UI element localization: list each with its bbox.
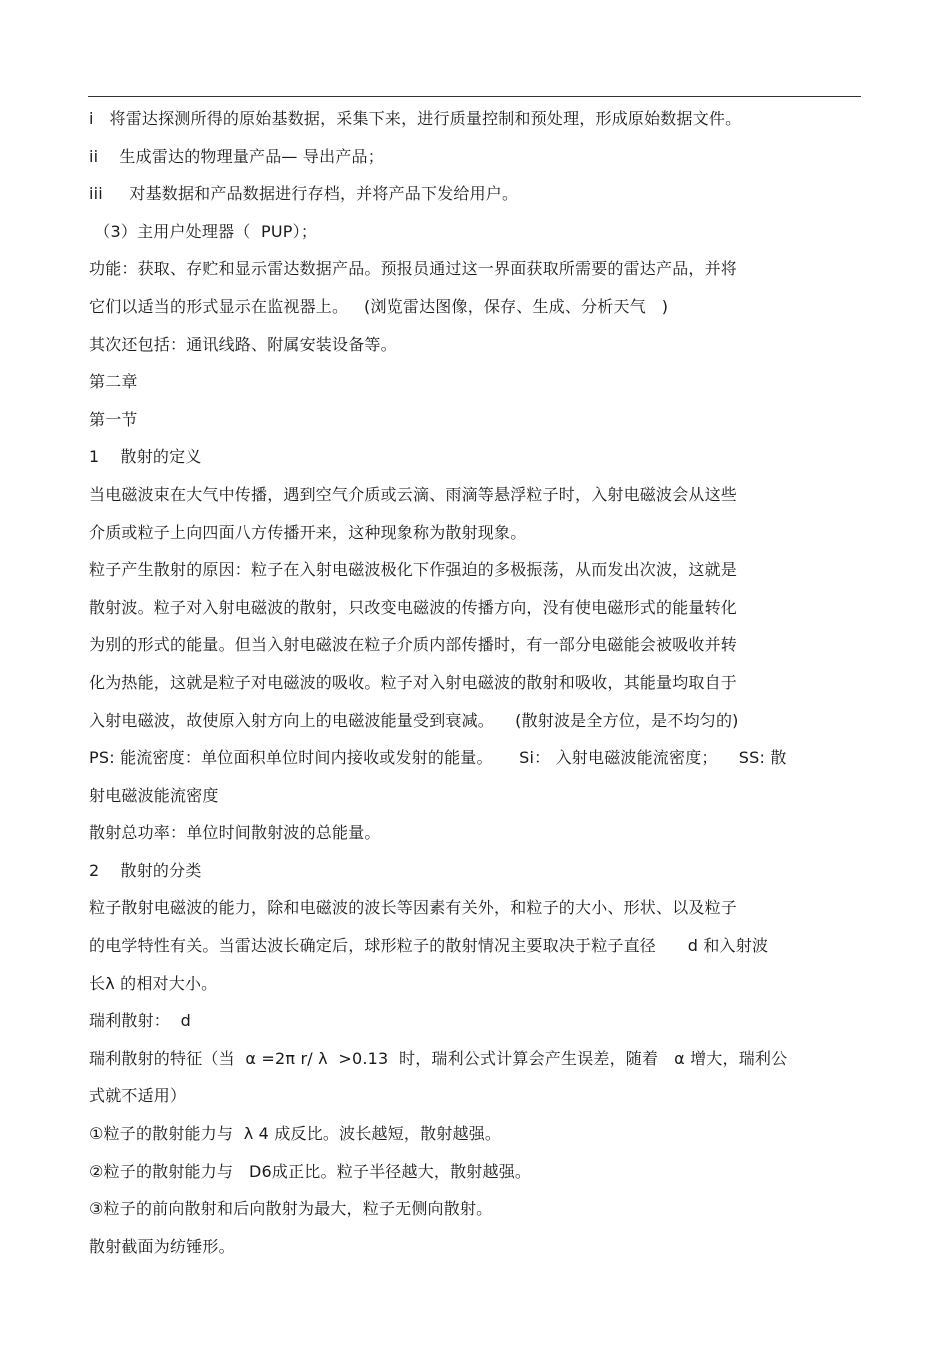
text-line-2: ii 生成雷达的物理量产品— 导出产品； (89, 146, 384, 166)
text-line-26: 瑞利散射的特征（当 α =2π r/ λ >0.13 时，瑞利公式计算会产生误差，随着 α 增大，瑞利公 (89, 1048, 788, 1068)
text-line-5: 功能：获取、存贮和显示雷达数据产品。预报员通过这一界面获取所需要的雷达产品，并将 (89, 259, 738, 279)
text-line-3: iii 对基数据和产品数据进行存档，并将产品下发给用户。 (89, 184, 519, 204)
text-line-23: 的电学特性有关。当雷达波长确定后，球形粒子的散射情况主要取决于粒子直径 d 和入射波 (89, 936, 769, 956)
section-heading: 第一节 (89, 409, 138, 429)
text-line-13: 粒子产生散射的原因：粒子在入射电磁波极化下作强迫的多极振荡，从而发出次波，这就是 (89, 560, 738, 580)
text-line-18: PS: 能流密度：单位面积单位时间内接收或发射的能量。 Si： 入射电磁波能流密度； SS: 散 (89, 748, 787, 768)
text-line-11: 当电磁波束在大气中传播，遇到空气介质或云滴、雨滴等悬浮粒子时，入射电磁波会从这些 (89, 484, 738, 504)
text-line-31: 散射截面为纺锤形。 (89, 1236, 235, 1256)
chapter-heading: 第二章 (89, 372, 138, 392)
list-item-3: ③粒子的前向散射和后向散射为最大，粒子无侧向散射。 (89, 1199, 493, 1219)
list-item-2: ②粒子的散射能力与 D6成正比。粒子半径越大，散射越强。 (89, 1161, 532, 1181)
subsection-heading-2: 2 散射的分类 (89, 860, 202, 880)
text-line-15: 为别的形式的能量。但当入射电磁波在粒子介质内部传播时，有一部分电磁能会被吸收并转 (89, 635, 738, 655)
text-line-20: 散射总功率：单位时间散射波的总能量。 (89, 823, 381, 843)
text-line-6: 它们以适当的形式显示在监视器上。 (浏览雷达图像，保存、生成、分析天气 ) (89, 296, 669, 316)
text-line-17: 入射电磁波，故使原入射方向上的电磁波能量受到衰减。 (散射波是全方位，是不均匀的) (89, 710, 739, 730)
text-line-1: i 将雷达探测所得的原始基数据，采集下来，进行质量控制和预处理，形成原始数据文件。 (89, 109, 742, 128)
text-line-12: 介质或粒子上向四面八方传播开来，这种现象称为散射现象。 (89, 522, 527, 542)
text-line-16: 化为热能，这就是粒子对电磁波的吸收。粒子对入射电磁波的散射和吸收，其能量均取自于 (89, 672, 738, 692)
text-line-24: 长λ 的相对大小。 (89, 973, 218, 993)
text-line-22: 粒子散射电磁波的能力，除和电磁波的波长等因素有关外，和粒子的大小、形状、以及粒子 (89, 898, 738, 918)
header-rule (88, 96, 861, 97)
subsection-heading-1: 1 散射的定义 (89, 447, 202, 467)
text-line-25: 瑞利散射： d (89, 1011, 191, 1031)
text-line-14: 散射波。粒子对入射电磁波的散射，只改变电磁波的传播方向，没有使电磁形式的能量转化 (89, 597, 738, 617)
document-body (89, 100, 864, 1265)
list-item-1: ①粒子的散射能力与 λ 4 成反比。波长越短，散射越强。 (89, 1124, 502, 1144)
text-line-7: 其次还包括：通讯线路、附属安装设备等。 (89, 334, 397, 354)
text-line-19: 射电磁波能流密度 (89, 785, 219, 805)
text-line-27: 式就不适用） (89, 1086, 187, 1106)
text-line-4: （3）主用户处理器（ PUP）； (89, 221, 318, 241)
